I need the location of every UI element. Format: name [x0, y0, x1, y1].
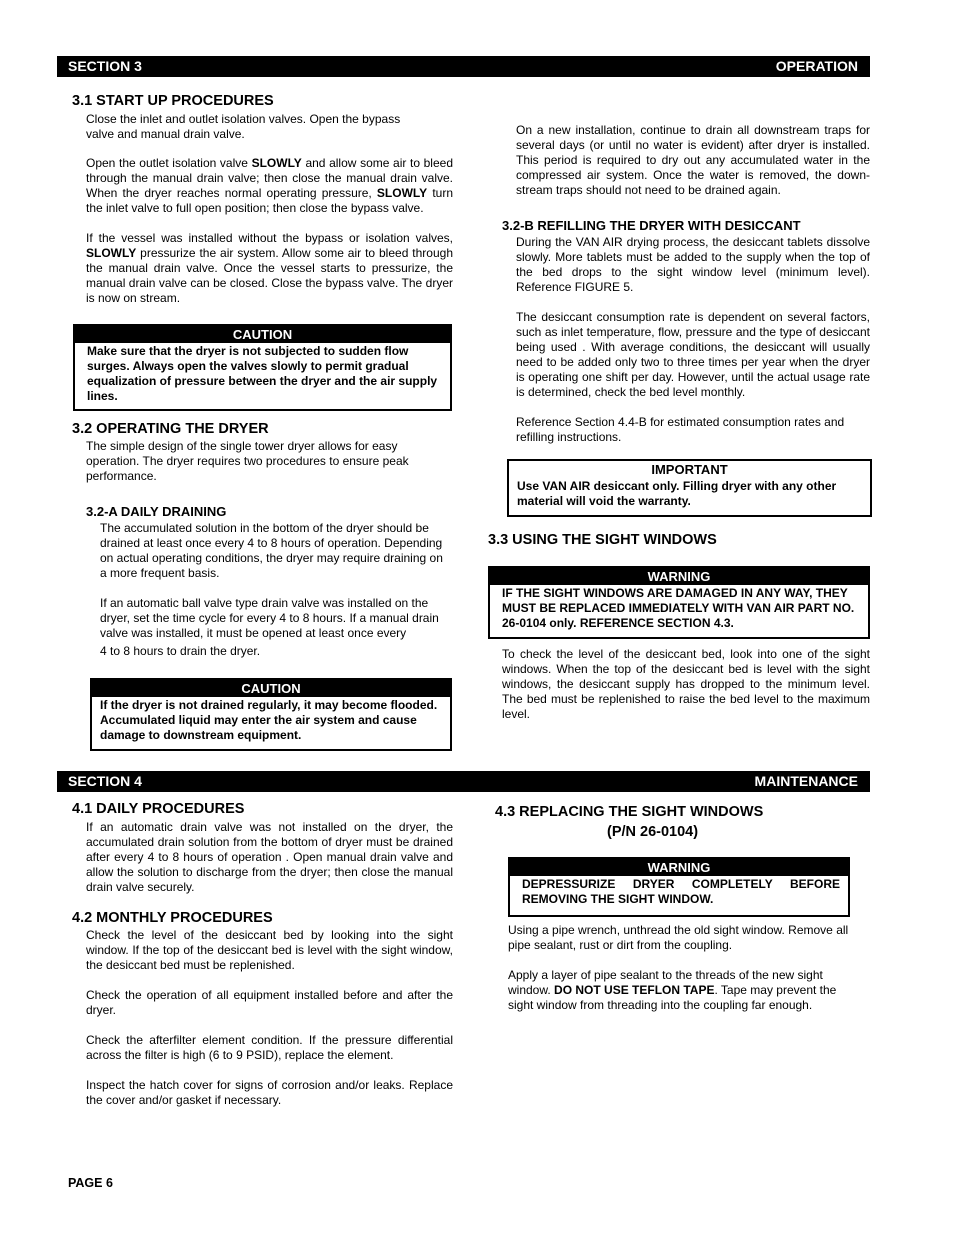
s32-right-paragraph-1: On a new installation, continue to drain all downstream traps for several days (or until no water is evident) after dryer is installed. This period is required to dry out any accumulated water in the compressed air system. Once the water is removed, the down-stream traps should not need to be drained again.	[516, 123, 870, 197]
heading-3-1: 3.1 START UP PROCEDURES	[72, 93, 274, 109]
s31-paragraph-3: If the vessel was installed without the bypass or isolation valves, SLOWLY pressurize the air system. Allow some air to bleed through the manual drain valve. Once the vessel starts to pressurize, the manual drain valve can be closed. Close the bypass valve. The dryer is now on stream.	[86, 231, 453, 305]
s43-paragraph-2: Apply a layer of pipe sealant to the threads of the new sight window. DO NOT USE TEFLON TAPE. Tape may prevent the sight window from threading into the coupling far enough.	[508, 968, 837, 1012]
s32a-paragraph-2-end: 4 to 8 hours to drain the dryer.	[100, 644, 261, 658]
caution-title: CAUTION	[92, 680, 450, 697]
s42-paragraph-1: Check the level of the desiccant bed by looking into the sight window. If the top of the desiccant bed is level with the sight window, the desiccant bed must be replenished.	[86, 928, 453, 972]
caution-text: Make sure that the dryer is not subjected to sudden flow surges. Always open the valves slowly to permit gradual equalization of pressure between the dryer and the air supply lines.	[87, 344, 438, 403]
section-4-label: SECTION 4	[68, 773, 142, 789]
s42-paragraph-2: Check the operation of all equipment installed before and after the dryer.	[86, 988, 453, 1017]
caution-title: CAUTION	[75, 326, 450, 343]
caution-text: If the dryer is not drained regularly, it may become flooded. Accumulated liquid may enter the air system and cause damage to downstream equipment.	[100, 698, 438, 742]
s32-paragraph-1: The simple design of the single tower dryer allows for easy operation. The dryer requires two procedures to ensure peak performance.	[86, 439, 409, 483]
section-3-label: SECTION 3	[68, 58, 142, 74]
warning-text: IF THE SIGHT WINDOWS ARE DAMAGED IN ANY WAY, THEY MUST BE REPLACED IMMEDIATELY WITH VAN AIR PART NO. 26-0104 only. REFERENCE SECTION 4.3.	[502, 586, 855, 630]
heading-3-2-b: 3.2-B REFILLING THE DRYER WITH DESICCANT	[502, 218, 801, 233]
warning-title: WARNING	[490, 568, 868, 585]
s41-paragraph-1: If an automatic drain valve was not installed on the dryer, the accumulated drain solution from the bottom of dryer must be drained after every 4 to 8 hours of operation . Open manual drain valve and allow the solution to discharge from the dryer; then close the manual drain valve securely.	[86, 820, 453, 894]
warning-title: WARNING	[510, 859, 848, 876]
important-title: IMPORTANT	[509, 461, 870, 478]
s42-paragraph-3: Check the afterfilter element condition. If the pressure differential across the filter is high (6 to 9 PSID), replace the element.	[86, 1033, 453, 1062]
section-3-bar	[57, 56, 870, 77]
s32a-paragraph-2: If an automatic ball valve type drain valve was installed on the dryer, set the time cycle for every 4 to 8 hours. If a manual drain valve was installed, it must be opened at least once every	[100, 596, 439, 640]
s31-paragraph-2: Open the outlet isolation valve SLOWLY and allow some air to bleed through the manual drain valve; then close the manual drain valve. When the dryer reaches normal operating pressure, SLOWLY turn the inlet valve to full open position; then close the bypass valve.	[86, 156, 453, 215]
heading-4-2: 4.2 MONTHLY PROCEDURES	[72, 910, 273, 926]
important-box	[507, 459, 872, 517]
heading-4-3: 4.3 REPLACING THE SIGHT WINDOWS	[495, 804, 764, 820]
heading-4-1: 4.1 DAILY PROCEDURES	[72, 801, 245, 817]
s42-paragraph-4: Inspect the hatch cover for signs of corrosion and/or leaks. Replace the cover and/or gasket if necessary.	[86, 1078, 453, 1107]
page-number: PAGE 6	[68, 1176, 113, 1190]
s32b-paragraph-1: During the VAN AIR drying process, the desiccant tablets dissolve slowly. More tablets must be added to the supply when the top of the bed drops to the sight window level (minimum level). Reference FIGURE 5.	[516, 235, 870, 294]
heading-3-2-a: 3.2-A DAILY DRAINING	[86, 504, 227, 519]
s43-paragraph-1: Using a pipe wrench, unthread the old sight window. Remove all pipe sealant, rust or dirt from the coupling.	[508, 923, 849, 952]
s32b-paragraph-2: The desiccant consumption rate is dependent on several factors, such as inlet temperature, flow, pressure and the type of desiccant being used . With average conditions, the desiccant will usually need to be added only two to three times per year when the dryer is operating one shift per day. However, until the actual usage rate is determined, check the bed level monthly.	[516, 310, 870, 399]
heading-3-2: 3.2 OPERATING THE DRYER	[72, 421, 269, 437]
warning-box-depressurize	[508, 857, 850, 917]
s33-paragraph-1: To check the level of the desiccant bed, look into one of the sight windows. When the top of the desiccant bed is level with the sight windows, the desiccant supply has dropped to the minimum level. The bed must be replenished to raise the bed level to the maximum level.	[502, 647, 870, 721]
section-3-title: OPERATION	[775, 58, 858, 74]
s32b-paragraph-3: Reference Section 4.4-B for estimated consumption rates and refilling instructions.	[516, 415, 845, 444]
important-text: Use VAN AIR desiccant only. Filling dryer with any other material will void the warranty.	[517, 479, 837, 508]
caution-box-draining	[90, 678, 452, 751]
heading-4-3-part-number: (P/N 26-0104)	[607, 824, 699, 840]
caution-box-startup	[73, 324, 452, 411]
s31-paragraph-1: Close the inlet and outlet isolation valves. Open the bypass valve and manual drain valve.	[86, 112, 401, 141]
warning-text: DEPRESSURIZE DRYER COMPLETELY BEFORE REMOVING THE SIGHT WINDOW.	[522, 877, 840, 906]
section-4-bar	[57, 771, 870, 792]
warning-box-sight-windows	[488, 566, 870, 639]
section-4-title: MAINTENANCE	[754, 773, 858, 789]
s32a-paragraph-1: The accumulated solution in the bottom of the dryer should be drained at least once every 4 to 8 hours of operation. Depending on actual operating conditions, the dryer may require draining on a more frequent basis.	[100, 521, 443, 580]
heading-3-3: 3.3 USING THE SIGHT WINDOWS	[488, 532, 717, 548]
